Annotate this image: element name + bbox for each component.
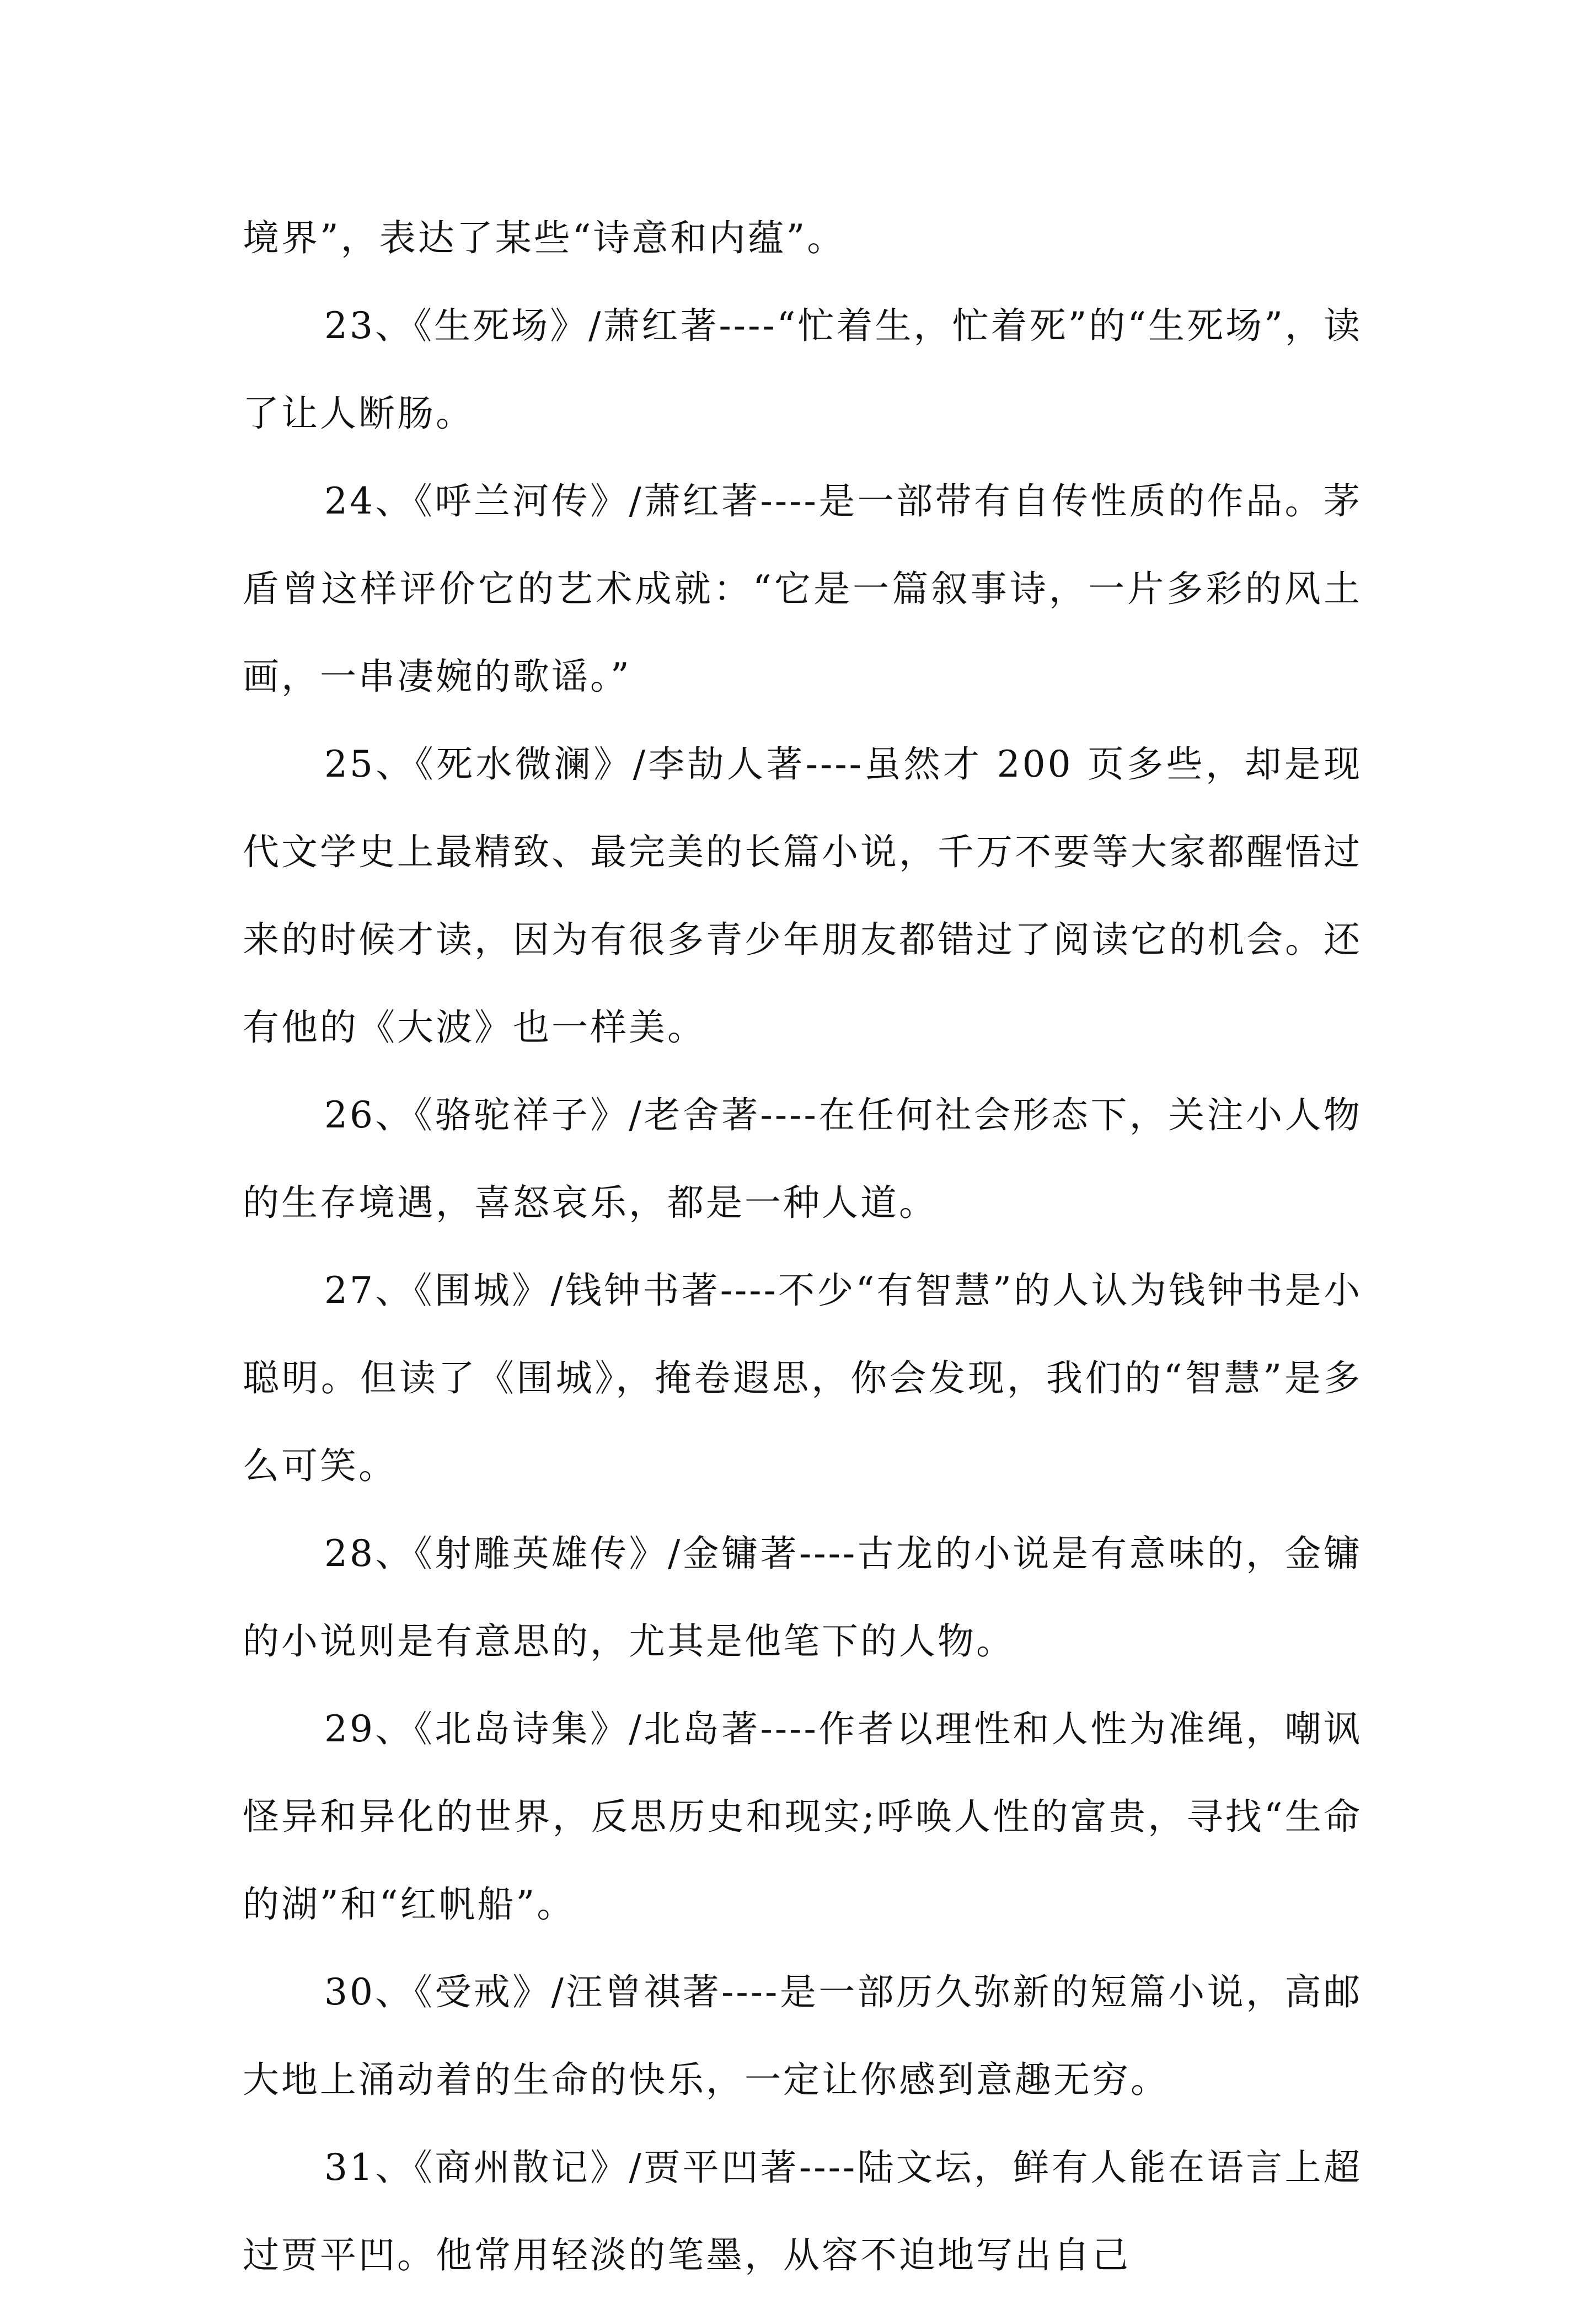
paragraph-continuation: 境界”，表达了某些“诗意和内蕴”。 xyxy=(243,217,846,259)
paragraph-item-27: 27、《围城》/钱钟书著----不少“有智慧”的人认为钱钟书是小聪明。但读了《围城》，掩卷遐思，你会发现，我们的“智慧”是多么可笑。 xyxy=(243,1269,1362,1487)
paragraph-item-23: 23、《生死场》/萧红著----“忙着生，忙着死”的“生死场”，读了让人断肠。 xyxy=(243,304,1362,435)
document-body xyxy=(243,194,1362,2299)
paragraph-item-26: 26、《骆驼祥子》/老舍著----在任何社会形态下，关注小人物的生存境遇，喜怒哀乐，都是一种人道。 xyxy=(243,1094,1362,1224)
paragraph-item-29: 29、《北岛诗集》/北岛著----作者以理性和人性为准绳，嘲讽怪异和异化的世界，反思历史和现实;呼唤人性的富贵，寻找“生命的湖”和“红帆船”。 xyxy=(243,1708,1362,1926)
paragraph-item-25: 25、《死水微澜》/李劼人著----虽然才 200 页多些，却是现代文学史上最精致、最完美的长篇小说，千万不要等大家都醒悟过来的时候才读，因为有很多青少年朋友都错过了阅读它的机会。还有他的《大波》也一样美。 xyxy=(243,743,1362,1049)
paragraph-item-24: 24、《呼兰河传》/萧红著----是一部带有自传性质的作品。茅盾曾这样评价它的艺术成就：“它是一篇叙事诗，一片多彩的风土画，一串凄婉的歌谣。” xyxy=(243,480,1362,698)
paragraph-item-30: 30、《受戒》/汪曾祺著----是一部历久弥新的短篇小说，高邮大地上涌动着的生命的快乐，一定让你感到意趣无穷。 xyxy=(243,1971,1362,2101)
paragraph-item-31: 31、《商州散记》/贾平凹著----陆文坛，鲜有人能在语言上超过贾平凹。他常用轻淡的笔墨，从容不迫地写出自己 xyxy=(243,2146,1362,2276)
paragraph-item-28: 28、《射雕英雄传》/金镛著----古龙的小说是有意味的，金镛的小说则是有意思的，尤其是他笔下的人物。 xyxy=(243,1532,1362,1662)
